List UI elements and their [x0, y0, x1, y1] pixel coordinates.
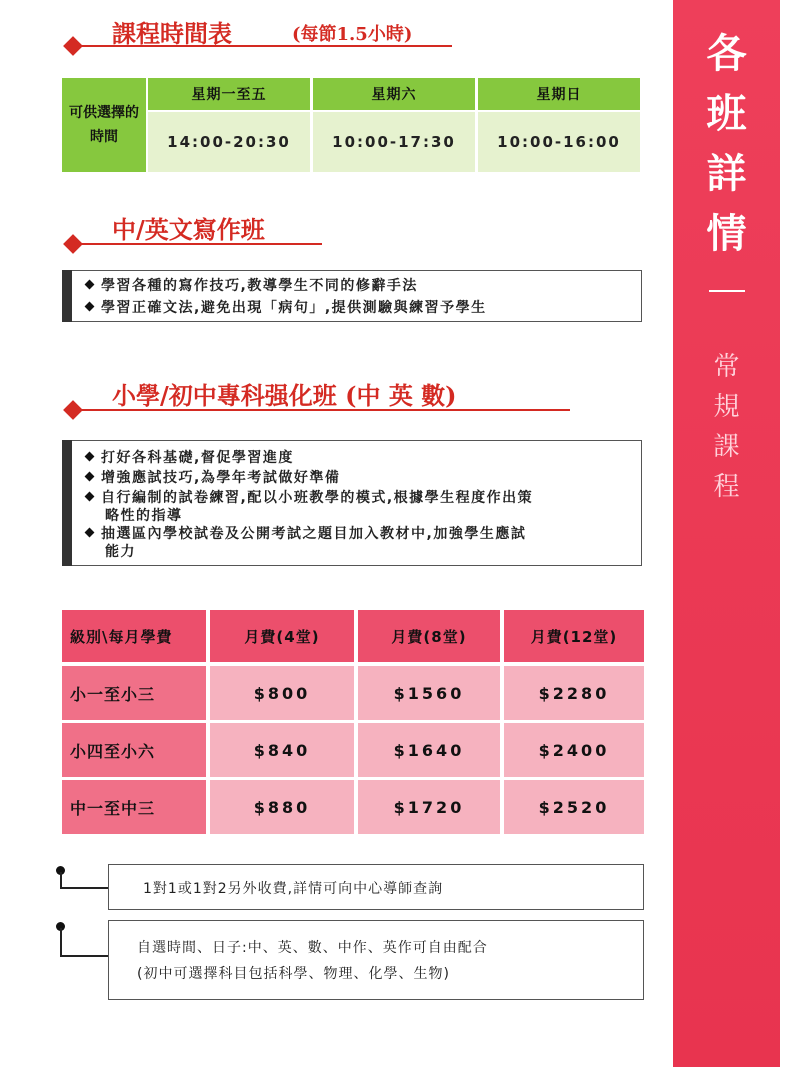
fee-row-3-level: 中一至中三: [62, 780, 206, 834]
writing-bullet-1: 學習各種的寫作技巧,教導學生不同的修辭手法: [86, 276, 418, 296]
note-1-box: [108, 864, 644, 910]
writing-box-bar: [62, 270, 72, 322]
enhance-box-bar: [62, 440, 72, 566]
fee-row-3-price-8: $1720: [358, 780, 500, 834]
banner-title-char-1: 各: [706, 31, 747, 77]
fee-row-1-price-8: $1560: [358, 666, 500, 720]
schedule-day-weekday: 星期一至五: [148, 78, 310, 110]
writing-bullet-2: 學習正確文法,避免出現「病句」,提供測驗與練習予學生: [86, 298, 487, 318]
banner-sub-char-4: 程: [713, 472, 740, 502]
schedule-time-sunday: 10:00-16:00: [478, 112, 640, 172]
banner-title-char-3: 詳: [706, 151, 747, 197]
note-1-text: 1對1或1對2另外收費,詳情可向中心導師查詢: [143, 881, 444, 897]
enhance-bullet-1: 打好各科基礎,督促學習進度: [86, 448, 294, 468]
side-banner: [673, 0, 780, 1067]
banner-divider: [709, 290, 745, 292]
note-2-text-line1: 自選時間、日子:中、英、數、中作、英作可自由配合: [137, 940, 488, 956]
enhance-title: 小學/初中專科强化班 (中 英 數): [112, 381, 457, 410]
fee-header-level: 級別\每月學費: [62, 610, 206, 662]
enhance-bullet-4-cont: 能力: [105, 544, 136, 560]
schedule-time-weekday: 14:00-20:30: [148, 112, 310, 172]
note-2-connector-v: [60, 928, 62, 956]
fee-row-2-price-8: $1640: [358, 723, 500, 777]
enhance-bullet-2: 增強應試技巧,為學年考試做好準備: [86, 468, 340, 488]
banner-sub-char-1: 常: [713, 352, 740, 382]
fee-header-12: 月費(12堂): [504, 610, 644, 662]
fee-row-3-price-4: $880: [210, 780, 354, 834]
fee-row-1-level: 小一至小三: [62, 666, 206, 720]
schedule-row-label: 可供選擇的時間: [62, 78, 146, 172]
fee-row-2-price-12: $2400: [504, 723, 644, 777]
fee-row-2-price-4: $840: [210, 723, 354, 777]
schedule-day-sunday: 星期日: [478, 78, 640, 110]
banner-sub-char-3: 課: [713, 432, 740, 462]
enhance-bullet-3-cont: 略性的指導: [105, 508, 183, 524]
enhance-bullet-3: 自行編制的試卷練習,配以小班教學的模式,根據學生程度作出策: [86, 488, 533, 508]
fee-row-1-price-4: $800: [210, 666, 354, 720]
fee-row-3-price-12: $2520: [504, 780, 644, 834]
schedule-title: 課程時間表: [112, 19, 232, 48]
note-1-connector-v: [60, 872, 62, 888]
banner-title-char-4: 情: [706, 211, 747, 257]
fee-header-4: 月費(4堂): [210, 610, 354, 662]
schedule-day-saturday: 星期六: [313, 78, 475, 110]
schedule-time-saturday: 10:00-17:30: [313, 112, 475, 172]
fee-row-2-level: 小四至小六: [62, 723, 206, 777]
schedule-subtitle: (每節1.5小時): [292, 24, 413, 45]
banner-title-char-2: 班: [706, 91, 747, 137]
note-2-box: [108, 920, 644, 1000]
fee-header-8: 月費(8堂): [358, 610, 500, 662]
note-1-connector-h: [60, 887, 108, 889]
note-2-text-line2: (初中可選擇科目包括科學、物理、化學、生物): [137, 966, 450, 982]
note-2-connector-h: [60, 955, 108, 957]
enhance-bullet-4: 抽選區內學校試卷及公開考試之題目加入教材中,加強學生應試: [86, 524, 526, 544]
writing-title: 中/英文寫作班: [112, 215, 265, 244]
fee-row-1-price-12: $2280: [504, 666, 644, 720]
banner-sub-char-2: 規: [713, 392, 740, 422]
